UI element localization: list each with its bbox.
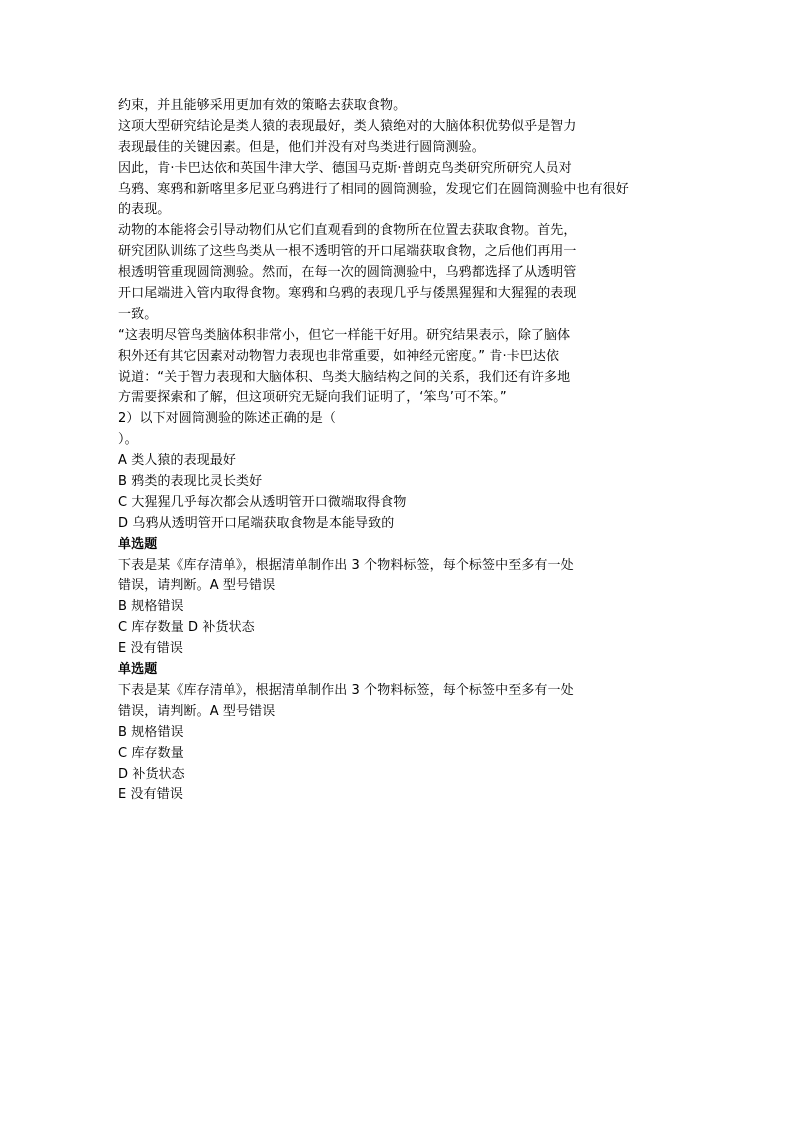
question-2: [118, 409, 678, 534]
passage-line: 的表现。: [118, 202, 171, 218]
passage-line: 因此，肯·卡巴达依和英国牛津大学、德国马克斯·普朗克鸟类研究所研究人员对: [118, 160, 572, 176]
answer-option-c: C 大猩猩几乎每次都会从透明管开口微端取得食物: [118, 494, 407, 510]
question-stem: 2）以下对圆筒测验的陈述正确的是（: [118, 411, 336, 427]
answer-option-d: D 补货状态: [118, 766, 185, 782]
answer-option-b: B 鸦类的表现比灵长类好: [118, 474, 263, 490]
answer-option-e: E 没有错误: [118, 641, 183, 657]
passage-line: 开口尾端进入管内取得食物。寒鸦和乌鸦的表现几乎与倭黑猩猩和大猩猩的表现: [118, 286, 577, 302]
passage-line: “这表明尽管鸟类脑体积非常小，但它一样能干好用。研究结果表示，除了脑体: [118, 327, 571, 343]
answer-option-b: B 规格错误: [118, 724, 184, 740]
passage-line: 研究团队训练了这些鸟类从一根不透明管的开口尾端获取食物，之后他们再用一: [118, 244, 577, 260]
question-type-heading: 单选题: [118, 536, 158, 552]
answer-option-b: B 规格错误: [118, 599, 184, 615]
answer-option-c-d: C 库存数量 D 补货状态: [118, 620, 255, 636]
passage-line: 表现最佳的关键因素。但是，他们并没有对鸟类进行圆筒测验。: [118, 139, 485, 155]
reading-passage: [118, 96, 678, 409]
question-stem: 错误，请判断。A 型号错误: [118, 703, 276, 719]
passage-line: 说道：“关于智力表现和大脑体积、鸟类大脑结构之间的关系，我们还有许多地: [118, 369, 571, 385]
passage-line: 动物的本能将会引导动物们从它们直观看到的食物所在位置去获取食物。首先，: [118, 223, 577, 239]
question-stem: 下表是某《库存清单》，根据清单制作出 3 个物料标签，每个标签中至多有一处: [118, 682, 574, 698]
passage-line: 这项大型研究结论是类人猿的表现最好，类人猿绝对的大脑体积优势似乎是智力: [118, 118, 577, 134]
passage-line: 约束，并且能够采用更加有效的策略去获取食物。: [118, 98, 407, 113]
passage-line: 方需要探索和了解，但这项研究无疑向我们证明了，‘笨鸟’可不笨。”: [118, 390, 507, 406]
answer-option-d: D 乌鸦从透明管开口尾端获取食物是本能导致的: [118, 515, 395, 531]
answer-option-e: E 没有错误: [118, 787, 183, 803]
passage-line: 积外还有其它因素对动物智力表现也非常重要，如神经元密度。” 肯·卡巴达依: [118, 348, 560, 364]
question-stem: 下表是某《库存清单》，根据清单制作出 3 个物料标签，每个标签中至多有一处: [118, 557, 574, 573]
question-3: [118, 535, 678, 660]
answer-option-a: A 类人猿的表现最好: [118, 453, 237, 469]
answer-option-c: C 库存数量: [118, 745, 184, 761]
passage-line: 根透明管重现圆筒测验。然而，在每一次的圆筒测验中，乌鸦都选择了从透明管: [118, 265, 577, 281]
question-type-heading: 单选题: [118, 662, 158, 678]
question-stem: 错误，请判断。A 型号错误: [118, 578, 276, 594]
document-page: [118, 96, 678, 806]
passage-line: 一致。: [118, 306, 158, 322]
question-stem: ）。: [118, 432, 138, 448]
question-4: [118, 660, 678, 806]
passage-line: 乌鸦、寒鸦和新喀里多尼亚乌鸦进行了相同的圆筒测验，发现它们在圆筒测验中也有很好: [118, 181, 629, 197]
